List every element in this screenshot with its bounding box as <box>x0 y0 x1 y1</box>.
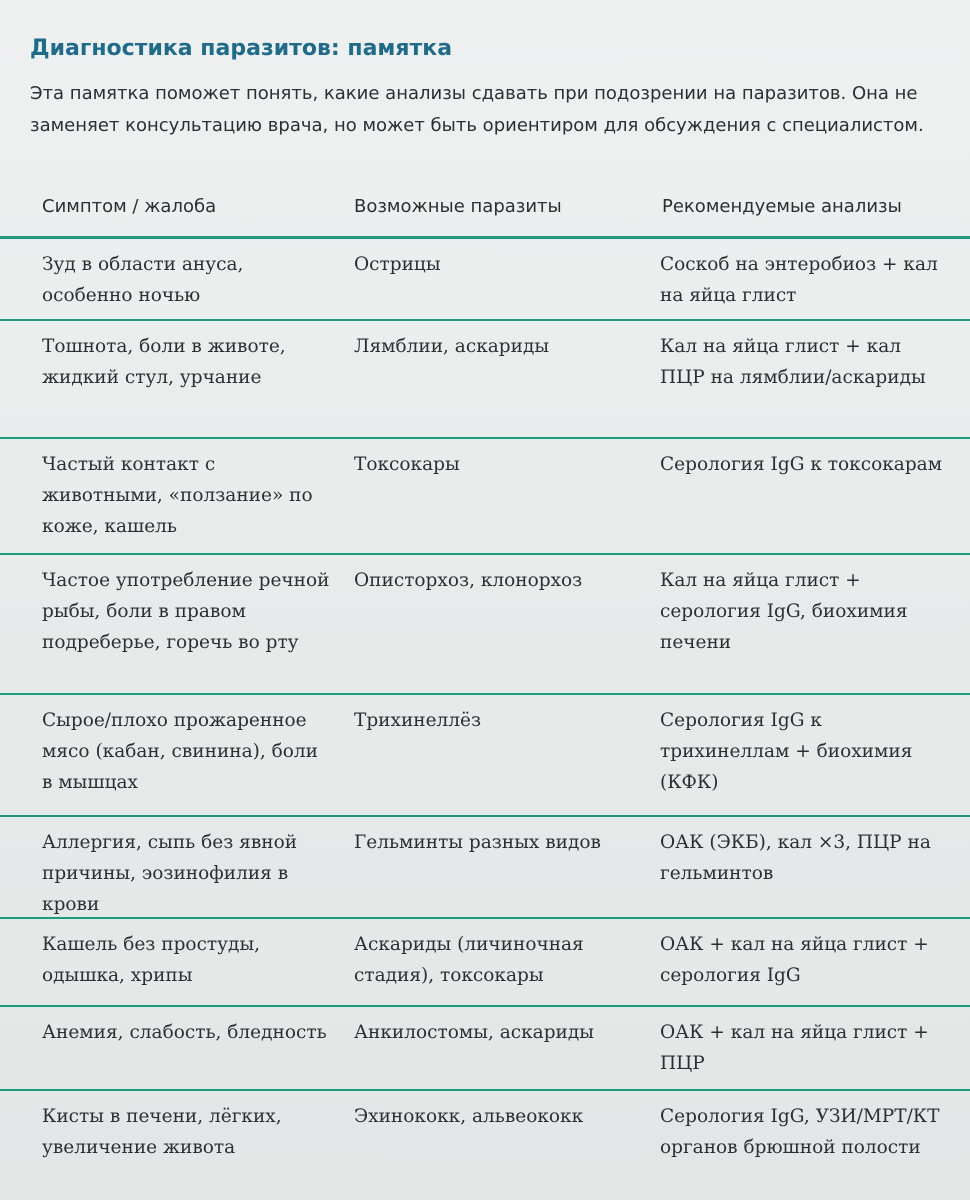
tests-cell: Серология IgG, УЗИ/МРТ/КТ органов брюшной полости <box>660 1106 940 1158</box>
tests-cell: Соскоб на энтеробиоз + кал на яйца глист <box>660 254 938 306</box>
tests-cell: ОАК (ЭКБ), кал ×3, ПЦР на гельминтов <box>660 832 931 884</box>
symptom-cell: Анемия, слабость, бледность <box>42 1022 327 1043</box>
parasites-cell: Описторхоз, клонорхоз <box>354 570 583 591</box>
table-row <box>0 321 970 439</box>
intro-text: Эта памятка поможет понять, какие анализы сдавать при подозрении на паразитов. Она не заменяет консультацию врача, но может быть ориентиром для обсуждения с специалистом. <box>30 83 924 136</box>
parasites-cell: Эхинококк, альвеококк <box>354 1106 584 1127</box>
header-tests: Рекомендуемые анализы <box>662 196 902 217</box>
table-header <box>0 188 970 239</box>
symptom-cell: Зуд в области ануса, особенно ночью <box>42 254 244 306</box>
table-row <box>0 695 970 817</box>
table-row <box>0 1007 970 1091</box>
table-row <box>0 919 970 1007</box>
parasites-cell: Анкилостомы, аскариды <box>354 1022 595 1043</box>
tests-cell: Кал на яйца глист + кал ПЦР на лямблии/аскариды <box>660 336 926 388</box>
parasites-cell: Токсокары <box>354 454 460 475</box>
symptom-cell: Кисты в печени, лёгких, увеличение живота <box>42 1106 282 1158</box>
symptom-cell: Тошнота, боли в животе, жидкий стул, урчание <box>42 336 286 388</box>
header-symptom: Симптом / жалоба <box>42 196 217 217</box>
tests-cell: Серология IgG к токсокарам <box>660 454 943 475</box>
tests-cell: ОАК + кал на яйца глист + ПЦР <box>660 1022 929 1074</box>
parasites-cell: Гельминты разных видов <box>354 832 601 853</box>
tests-cell: ОАК + кал на яйца глист + серология IgG <box>660 934 929 986</box>
symptom-cell: Частый контакт с животными, «ползание» по коже, кашель <box>42 454 313 537</box>
parasites-cell: Острицы <box>354 254 441 275</box>
parasites-cell: Аскариды (личиночная стадия), токсокары <box>354 934 584 986</box>
symptom-cell: Аллергия, сыпь без явной причины, эозинофилия в крови <box>42 832 298 915</box>
table-row <box>0 239 970 321</box>
page-title: Диагностика паразитов: памятка <box>30 36 453 61</box>
parasites-cell: Лямблии, аскариды <box>354 336 550 357</box>
symptom-cell: Частое употребление речной рыбы, боли в правом подреберье, горечь во рту <box>42 570 330 653</box>
parasite-table <box>0 188 970 1200</box>
symptom-cell: Сырое/плохо прожаренное мясо (кабан, свинина), боли в мышцах <box>42 710 318 793</box>
table-row <box>0 1091 970 1200</box>
table-row <box>0 439 970 555</box>
header-parasites: Возможные паразиты <box>354 196 562 217</box>
tests-cell: Серология IgG к трихинеллам + биохимия (КФК) <box>660 710 913 793</box>
tests-cell: Кал на яйца глист + серология IgG, биохимия печени <box>660 570 908 653</box>
parasites-cell: Трихинеллёз <box>354 710 482 731</box>
table-row <box>0 817 970 919</box>
table-row <box>0 555 970 695</box>
symptom-cell: Кашель без простуды, одышка, хрипы <box>42 934 261 986</box>
